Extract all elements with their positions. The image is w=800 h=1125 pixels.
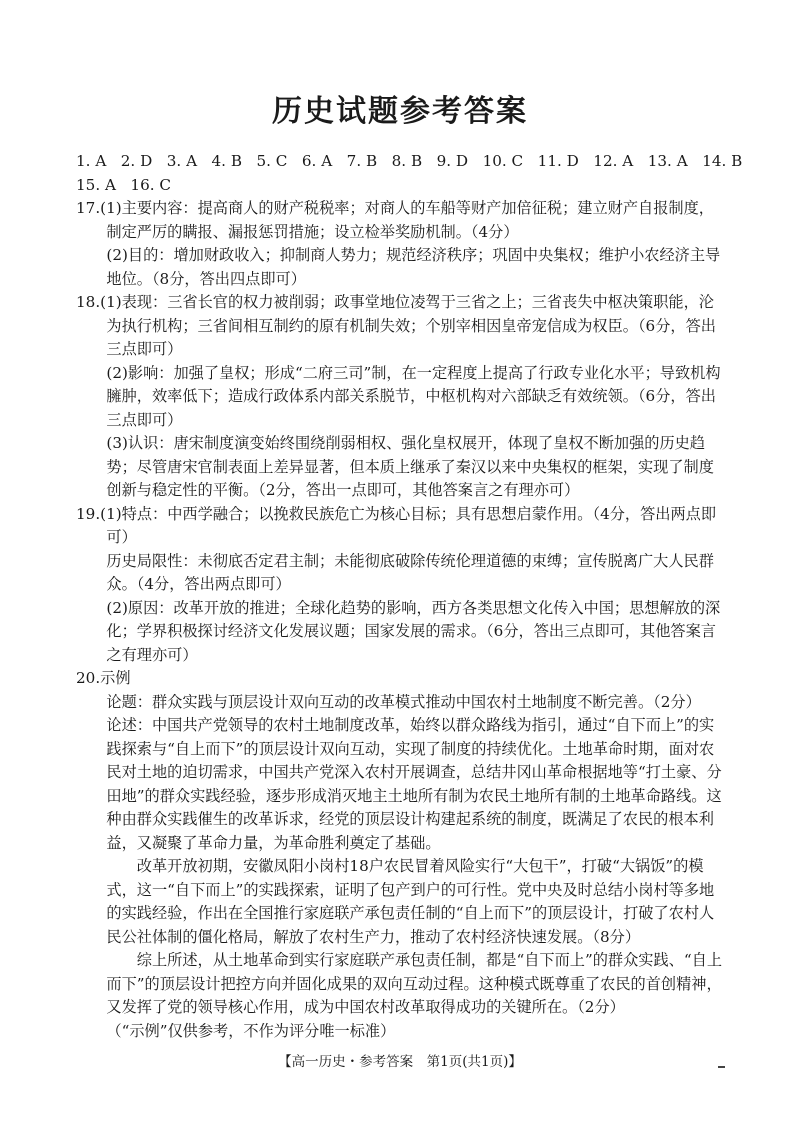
q20-note: （“示例”仅供参考，不作为评分唯一标准）	[106, 1021, 396, 1040]
q20-argument-1: 论述：中国共产党领导的农村土地制度改革，始终以群众路线为指引，通过“自下而上”的实践探索与“自上而下”的顶层设计双向互动，实现了制度的持续优化。土地革命时期，面对农民对土地的迫切需求，中国共产党深入农村开展调查，总结井冈山革命根据地等“打土豪、分田地”的群众实践经验，逐步形成消灭地主土地所有制为农民土地所有制的土地革命路线。这种由群众实践催生的改革诉求，经党的顶层设计构建起系统的制度，既满足了农民的根本利益，又凝聚了革命力量，为革命胜利奠定了基础。	[106, 716, 722, 852]
q20-heading: 20.示例	[76, 669, 131, 687]
answer-body	[76, 150, 743, 1043]
q18-part3: (3)认识：唐宋制度演变始终围绕削弱相权、强化皇权展开，体现了皇权不断加强的历史趋势；尽管唐宋官制表面上差异显著，但本质上继承了秦汉以来中央集权的框架，实现了制度创新与稳定性的平衡。（2分，答出一点即可，其他答案言之有理亦可）	[106, 434, 714, 499]
q18-part1: 18.(1)表现：三省长官的权力被削弱；政事堂地位凌驾于三省之上；三省丧失中枢决策职能，沦为执行机构；三省间相互制约的原有机制失效；个别宰相因皇帝宠信成为权臣。（6分，答出三点即可）	[76, 293, 716, 358]
q19-part2: (2)原因：改革开放的推进；全球化趋势的影响，西方各类思想文化传入中国；思想解放的深化；学界积极探讨经济文化发展议题；国家发展的需求。（6分，答出三点即可，其他答案言之有理亦可）	[106, 598, 721, 664]
mc-answers-line-2: 15. A 16. C	[76, 175, 172, 194]
q20-summary: 综上所述，从土地革命到实行家庭联产承包责任制，都是“自下而上”的群众实践、“自上而下”的顶层设计把控方向并固化成果的双向互动过程。这种模式既尊重了农民的首创精神，又发挥了党的领导核心作用，成为中国农村改革取得成功的关键所在。（2分）	[106, 951, 723, 1016]
q20-thesis: 论题：群众实践与顶层设计双向互动的改革模式推动中国农村土地制度不断完善。（2分）	[106, 692, 701, 711]
q17-part1: 17.(1)主要内容：提高商人的财产税税率；对商人的车船等财产加倍征税；建立财产自报制度，制定严厉的瞒报、漏报惩罚措施；设立检举奖励机制。（4分）	[76, 199, 714, 241]
corner-mark	[718, 1066, 725, 1068]
q17-part2: (2)目的：增加财政收入；抑制商人势力；规范经济秩序；巩固中央集权；维护小农经济主导地位。（8分，答出四点即可）	[106, 246, 721, 288]
page-footer: 【高一历史・参考答案 第1页(共1页)】	[278, 1054, 522, 1070]
q20-argument-2: 改革开放初期，安徽凤阳小岗村18户农民冒着风险实行“大包干”，打破“大锅饭”的模式，这一“自下而上”的实践探索，证明了包产到户的可行性。党中央及时总结小岗村等多地的实践经验，作出在全国推行家庭联产承包责任制的“自上而下”的顶层设计，打破了农村人民公社体制的僵化格局，解放了农村生产力，推动了农村经济快速发展。（8分）	[106, 857, 715, 946]
q19-part1: 19.(1)特点：中西学融合；以挽救民族危亡为核心目标；具有思想启蒙作用。（4分，答出两点即可）	[76, 504, 717, 546]
page-title: 历史试题参考答案	[272, 94, 528, 129]
mc-answers-line-1: 1. A 2. D 3. A 4. B 5. C 6. A 7. B 8. B 9. D 10. C 11. D 12. A 13. A 14. B	[76, 152, 743, 170]
q19-limitations: 历史局限性：未彻底否定君主制；未能彻底破除传统伦理道德的束缚；宣传脱离广大人民群众。（4分，答出两点即可）	[106, 551, 714, 593]
q18-part2: (2)影响：加强了皇权；形成“二府三司”制，在一定程度上提高了行政专业化水平；导致机构臃肿，效率低下；造成行政体系内部关系脱节，中枢机构对六部缺乏有效统领。（6分，答出三点即可）	[106, 363, 721, 429]
